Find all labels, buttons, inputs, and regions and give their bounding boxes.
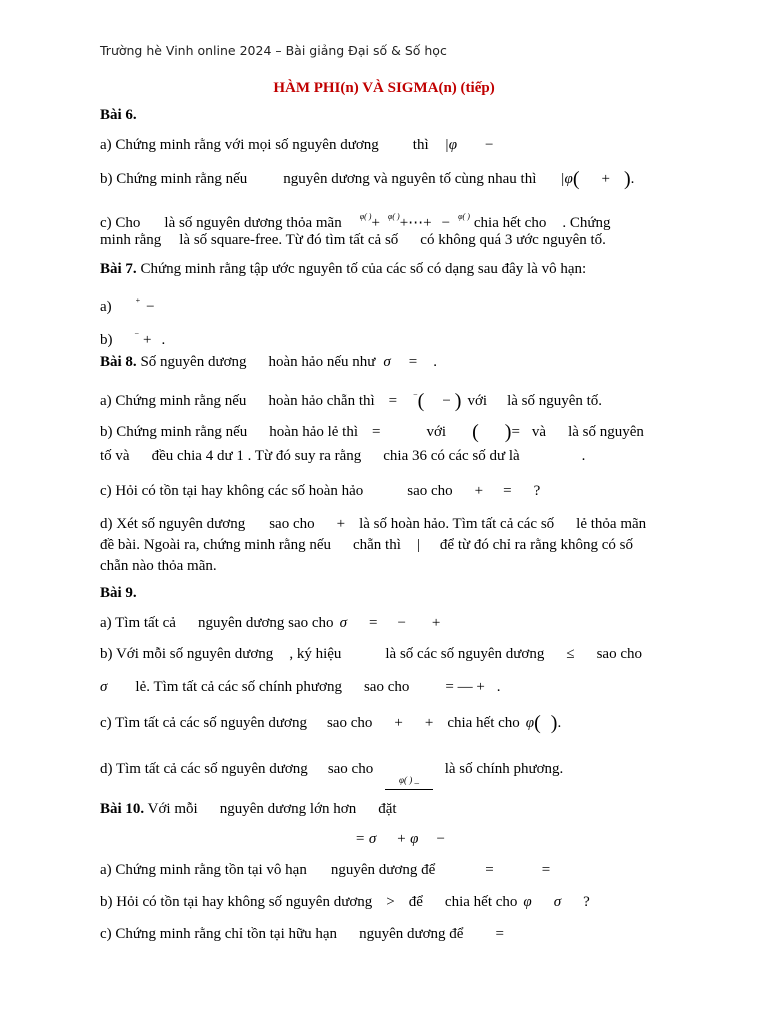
bai8-part-c: c) Hỏi có tồn tại hay không các số hoàn hảo sao cho + = ? [100, 483, 541, 499]
bai8-statement: Bài 8. Số nguyên dương hoàn hảo nếu như σ = . [100, 354, 437, 370]
bai8-part-b-line1: b) Chứng minh rằng nếu hoàn hảo lẻ thì = với ( )= và là số nguyên [100, 421, 644, 443]
bai7-statement: Bài 7. Chứng minh rằng tập ước nguyên tố của các số có dạng sau đây là vô hạn: [100, 261, 587, 277]
bai10-part-a: a) Chứng minh rằng tồn tại vô hạn nguyên dương để = = [100, 862, 551, 878]
bai9-part-b-line2: σ lẻ. Tìm tất cả các số chính phương sao cho = — + . [100, 679, 501, 695]
bai6-part-c-line2: minh rằng là số square-free. Từ đó tìm tất cả số có không quá 3 ước nguyên tố. [100, 232, 606, 248]
bai6-heading: Bài 6. [100, 107, 137, 123]
bai8-part-d-line2: đề bài. Ngoài ra, chứng minh rằng nếu chẵn thì | để từ đó chỉ ra rằng không có số [100, 537, 633, 553]
bai9-part-a: a) Tìm tất cả nguyên dương sao cho σ = − + [100, 615, 441, 631]
bai10-definition: = σ + φ − [355, 831, 445, 847]
bai6-part-a: a) Chứng minh rằng với mọi số nguyên dương thì |φ − [100, 137, 494, 153]
bai6-part-c-line1: c) Cho là số nguyên dương thỏa mãn $^{\varphi( )}$+ $^{\varphi( )}$+⋯+ − $^{\varphi( )}$ chia hết cho . Chứng [100, 212, 611, 231]
bai10-part-c: c) Chứng minh rằng chỉ tồn tại hữu hạn nguyên dương để = [100, 926, 504, 942]
bai8-part-d-line1: d) Xét số nguyên dương sao cho + là số hoàn hảo. Tìm tất cả các số lẻ thỏa mãn [100, 516, 647, 532]
bai7-part-b: b) − + . [100, 329, 166, 348]
bai9-part-d: d) Tìm tất cả các số nguyên dương sao cho φ( ) _ là số chính phương. [100, 760, 563, 798]
bai8-part-a: a) Chứng minh rằng nếu hoàn hảo chẵn thì = −( − ) với là số nguyên tố. [100, 390, 603, 412]
bai10-part-b: b) Hỏi có tồn tại hay không số nguyên dương > để chia hết cho φ σ ? [100, 894, 590, 910]
bai8-part-b-line2: tố và đều chia 4 dư 1 . Từ đó suy ra rằng chia 36 có các số dư là . [100, 448, 586, 464]
bai9-heading: Bài 9. [100, 585, 137, 601]
bai9-part-b-line1: b) Với mỗi số nguyên dương , ký hiệu là số các số nguyên dương ≤ sao cho [100, 646, 642, 662]
bai10-statement: Bài 10. Với mỗi nguyên dương lớn hơn đặt [100, 801, 397, 817]
bai9-d-fraction: φ( ) _ [383, 775, 435, 798]
bai8-part-d-line3: chẵn nào thỏa mãn. [100, 558, 217, 574]
bai9-part-c: c) Tìm tất cả các số nguyên dương sao cho + + chia hết cho φ( ). [100, 712, 562, 734]
page-title: HÀM PHI(n) VÀ SIGMA(n) (tiếp) [273, 80, 495, 96]
bai6-part-b: b) Chứng minh rằng nếu nguyên dương và nguyên tố cùng nhau thì |φ( + ). [100, 168, 635, 190]
bai7-part-a: a) + − [100, 296, 155, 315]
page-header: Trường hè Vinh online 2024 – Bài giảng Đại số & Số học [100, 43, 447, 58]
